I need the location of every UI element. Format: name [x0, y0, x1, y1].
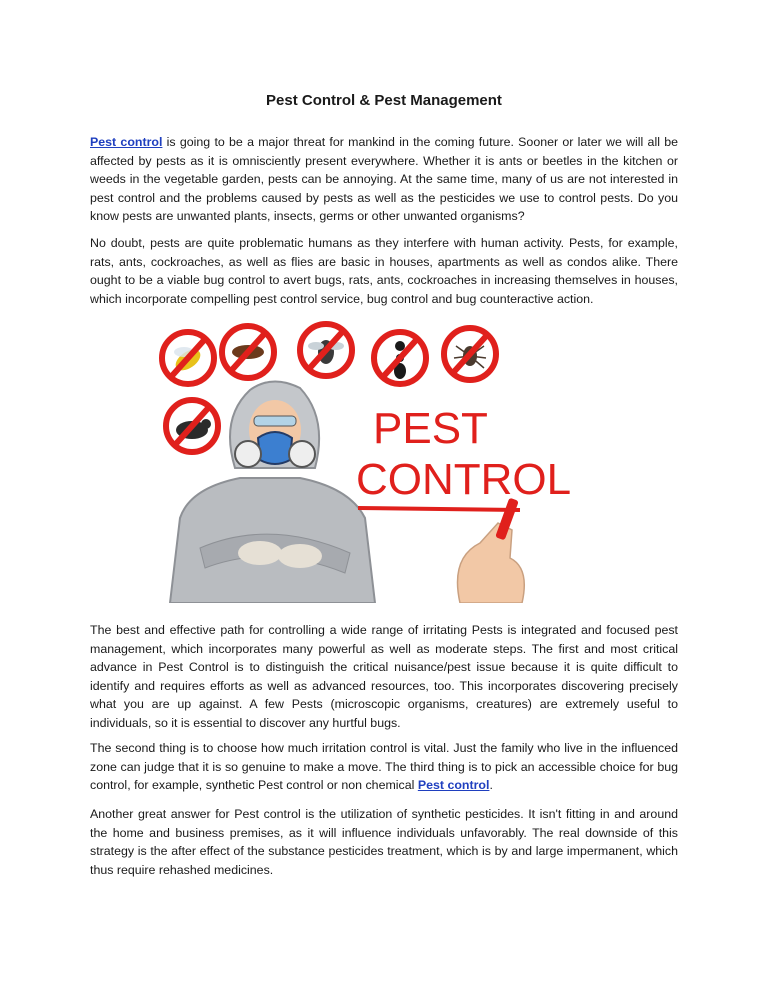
- hand-with-marker: [458, 498, 525, 603]
- paragraph-pesticides: Another great answer for Pest control is the utilization of synthetic pesticides. It isn't fitting in and around the home and business premises, as it will influence individuals unfavorably. The real downside of this strategy is the after effect of the substance pesticides treatment, which is by and large impermanent, which thus require rehashed medicines.: [90, 807, 678, 877]
- image-text-control: CONTROL: [356, 455, 572, 504]
- paragraph-choice-text: The second thing is to choose how much irritation control is vital. Just the family who live in the influenced zone can judge that it is so genuine to make a move. The third thing is to pick an accessible choice for bug control, for example, synthetic Pest control or non chemical: [90, 741, 678, 793]
- paragraph-problems: No doubt, pests are quite problematic humans as they interfere with human activity. Pests, for example, rats, ants, cockroaches, as well as flies are basic in houses, apartments as well as condos alike. There ought to be a viable bug control to avert bugs, rats, ants, cockroaches in increasing themselves in houses, which incorporate compelling pest control service, bug control and bug counteractive action.: [90, 236, 678, 306]
- rat-icon: [166, 400, 218, 452]
- fly-icon: [300, 324, 352, 376]
- paragraph-choice-end: .: [489, 778, 493, 793]
- paragraph-choice: [90, 739, 678, 795]
- image-text-pest: PEST: [373, 404, 488, 453]
- wasp-icon: [162, 332, 214, 384]
- paragraph-intro: [90, 133, 678, 226]
- pest-control-link-2[interactable]: Pest control: [417, 778, 490, 793]
- page-title: Pest Control & Pest Management: [266, 92, 502, 109]
- paragraph-intro-text: is going to be a major threat for mankind in the coming future. Sooner or later we will all be affected by pests as it is omnisciently present everywhere. Whether it is ants or beetles in the kitchen or weeds in the vegetable garden, pests can be annoying. At the same time, many of us are not interested in pest control and the problems caused by pests as well as the pesticides we use to control pests. Do you know pests are unwanted plants, insects, germs or other unwanted organisms?: [90, 135, 678, 224]
- pest-control-link[interactable]: Pest control: [90, 135, 163, 149]
- pest-control-illustration: [150, 318, 618, 603]
- ant-icon: [374, 332, 426, 384]
- paragraph-management: The best and effective path for controlling a wide range of irritating Pests is integrated and focused pest management, which incorporates many powerful as well as moderate steps. The first and most critical advance in Pest Control is to distinguish the critical nuisance/pest issue because it is quite difficult to identify and requires efforts as well as advanced resources, too. This incorporates discovering precisely what you are up against. A few Pests (microscopic organisms, creatures) are extremely useful to individuals, so it is essential to discover any hurtful bugs.: [90, 623, 678, 730]
- spider-icon: [444, 328, 496, 380]
- cockroach-icon: [222, 326, 274, 378]
- underline-stroke: [358, 508, 520, 510]
